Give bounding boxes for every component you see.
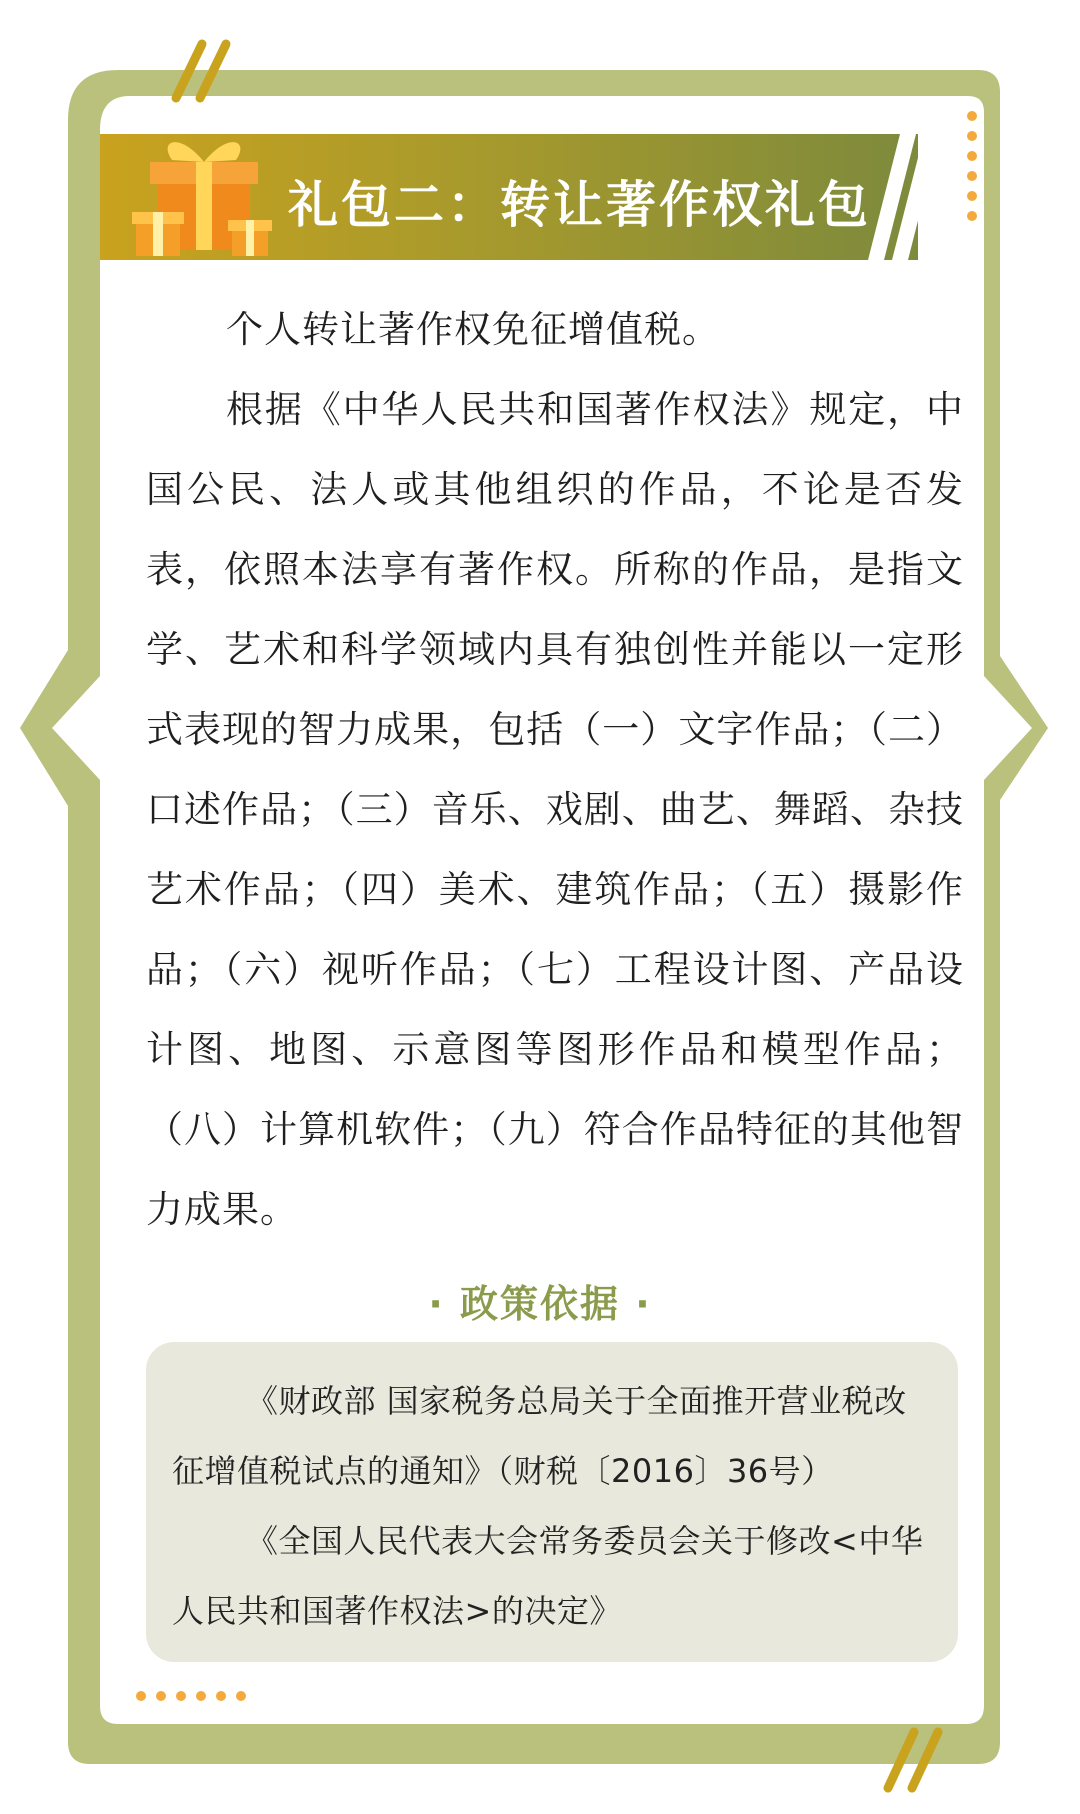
body-paragraph: 根据《中华人民共和国著作权法》规定，中国公民、法人或其他组织的作品，不论是否发表，依照本法享有著作权。所称的作品，是指文学、艺术和科学领域内具有独创性并能以一定形式表现的智力成果，包括（一）文字作品；（二）口述作品；（三）音乐、戏剧、曲艺、舞蹈、杂技艺术作品；（四）美术、建筑作品；（五）摄影作品；（六）视听作品；（七）工程设计图、产品设计图、地图、示意图等图形作品和模型作品；（八）计算机软件；（九）符合作品特征的其他智力成果。: [146, 388, 964, 1231]
section-title: 礼包二：转让著作权礼包: [288, 176, 871, 234]
policy-basis-title: · 政策依据 ·: [428, 1282, 652, 1326]
main-content: [146, 290, 964, 1250]
lead-paragraph: 个人转让著作权免征增值税。: [226, 308, 720, 351]
policy-basis-item: 《财政部 国家税务总局关于全面推开营业税改征增值税试点的通知》（财税〔2016〕36号）: [172, 1382, 907, 1490]
policy-basis-box: [146, 1342, 958, 1662]
policy-basis-item: 《全国人民代表大会常务委员会关于修改<中华人民共和国著作权法>的决定》: [172, 1522, 924, 1630]
